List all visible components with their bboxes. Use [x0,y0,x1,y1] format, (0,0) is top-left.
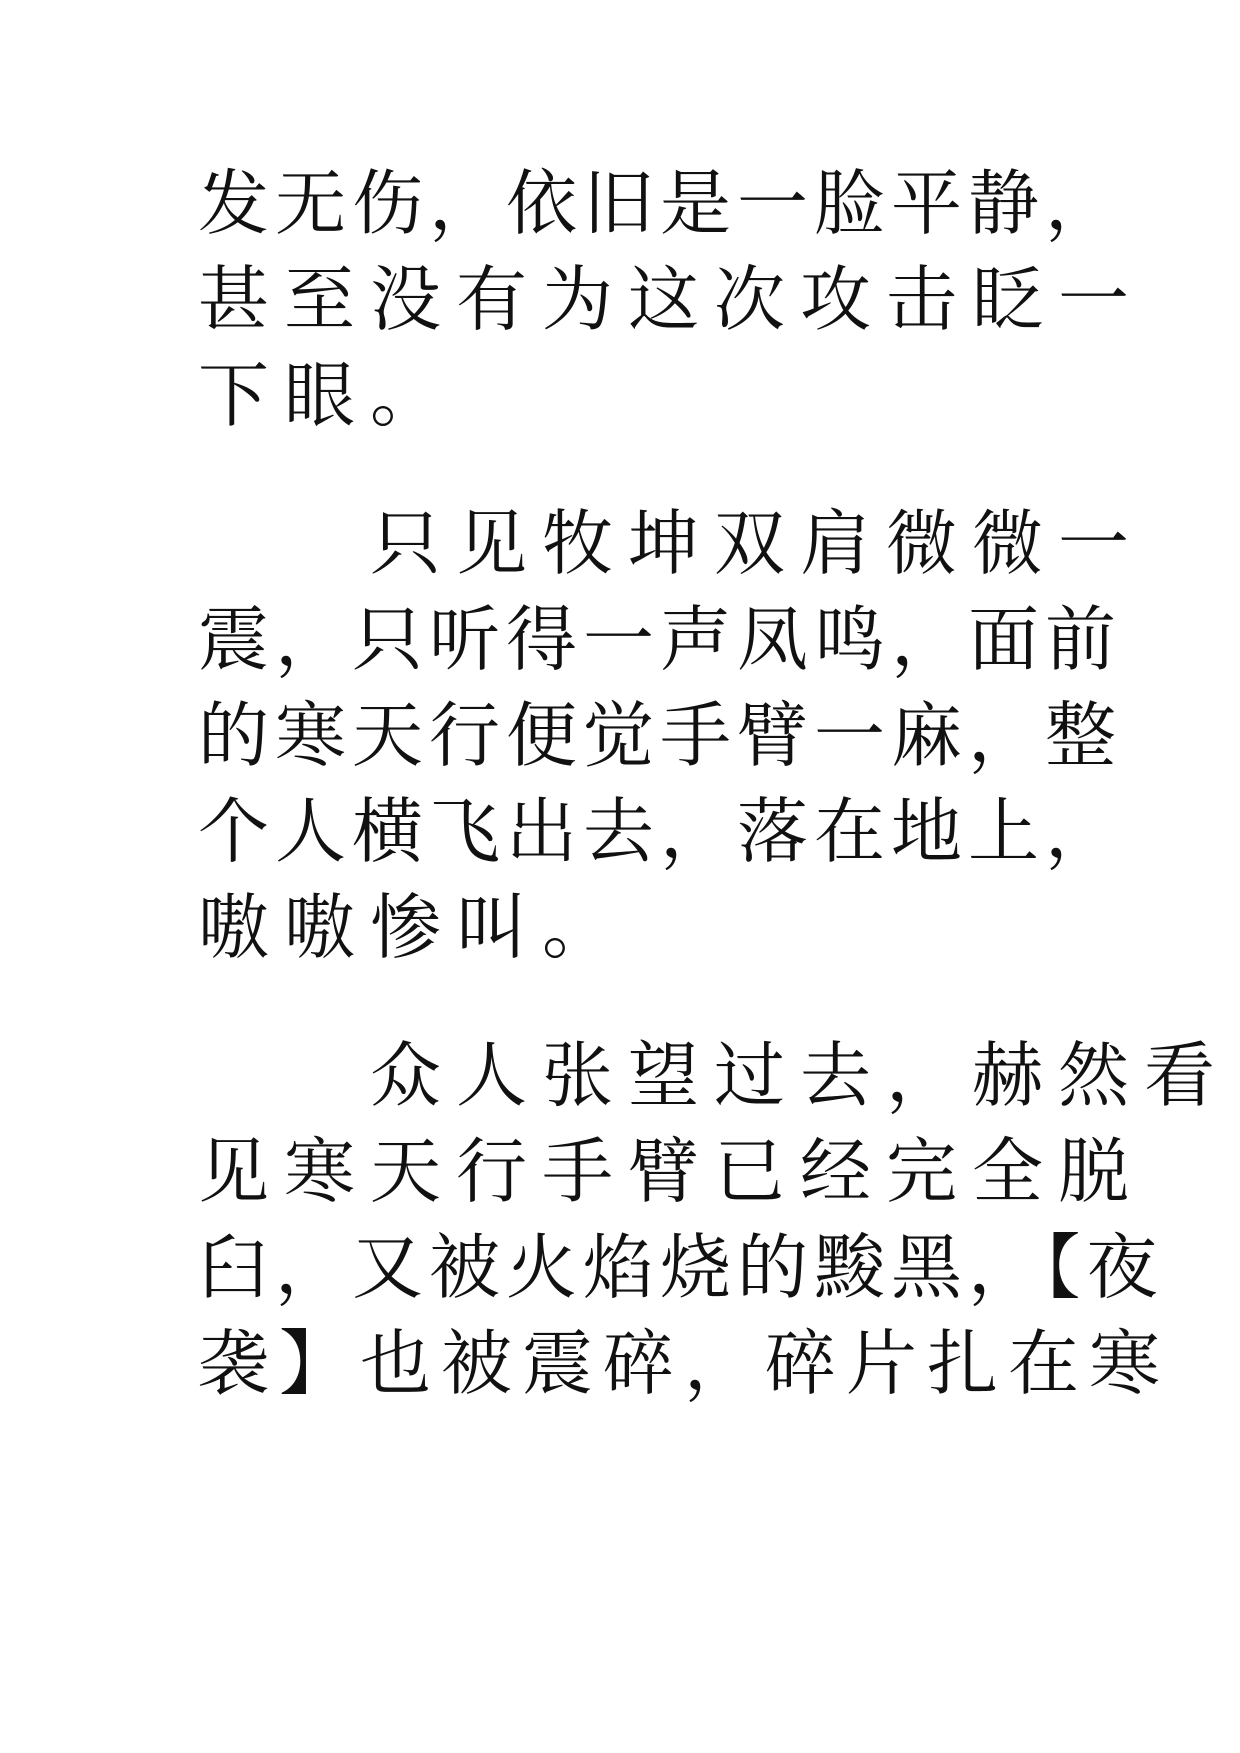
text-line-2: 甚至没有为这次攻击眨一 [198,258,1145,341]
text-line-4: 只见牧坤双肩微微一 [198,502,1145,585]
text-line-1: 发无伤，依旧是一脸平静， [198,162,1123,245]
text-line-8: 嗷嗷惨叫。 [198,886,629,969]
text-line-5: 震，只听得一声凤鸣，面前 [198,598,1123,681]
text-line-7: 个人横飞出去，落在地上， [198,790,1123,873]
text-line-6: 的寒天行便觉手臂一麻，整 [198,694,1123,777]
text-line-3: 下眼。 [198,354,457,437]
text-line-10: 见寒天行手臂已经完全脱 [198,1130,1145,1213]
text-line-11: 臼，又被火焰烧的黢黑，【夜 [198,1226,1164,1309]
text-line-9: 众人张望过去，赫然看 [198,1034,1231,1117]
text-line-12: 袭】也被震碎，碎片扎在寒 [198,1322,1171,1405]
